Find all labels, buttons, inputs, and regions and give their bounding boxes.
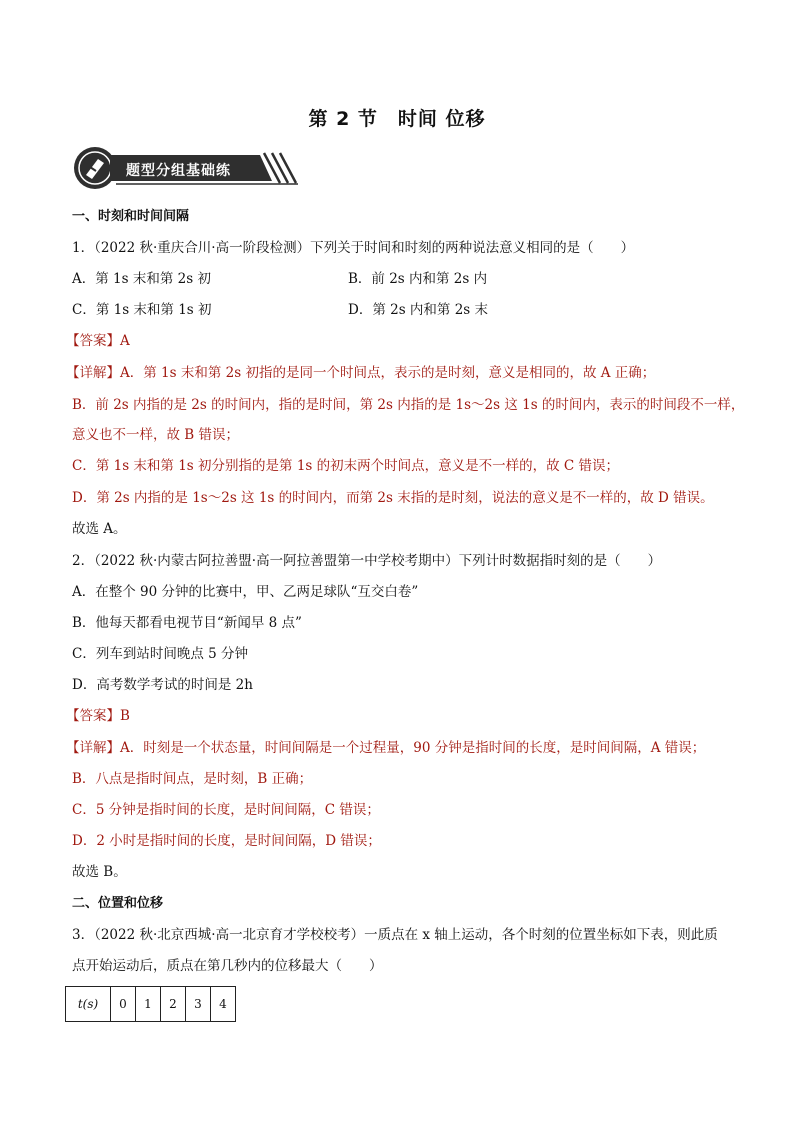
question-2-option-b: B．他每天都看电视节目“新闻早 8 点” [72,615,302,631]
question-2-conclusion: 故选 B。 [72,864,127,880]
table-header-cell: t(s) [66,987,111,1022]
question-3-stem-line: 点开始运动后，质点在第几秒内的位移最大（ ） [72,958,383,974]
table-row [66,987,236,1022]
position-table [65,986,236,1022]
section-heading-2: 二、位置和位移 [72,896,164,911]
question-1-stem: 1．（2022 秋·重庆合川·高一阶段检测）下列关于时间和时刻的两种说法意义相同的是（ ） [72,240,635,256]
question-2-detail-line: 【详解】A．时刻是一个状态量，时间间隔是一个过程量，90 分钟是指时间的长度，是时间间隔，A 错误； [66,740,706,756]
question-2-option-a: A．在整个 90 分钟的比赛中，甲、乙两足球队“互交白卷” [72,584,419,600]
question-2-detail-line: B．八点是指时间点，是时刻，B 正确； [72,771,313,787]
question-1-detail-line: D．第 2s 内指的是 1s～2s 这 1s 的时间内，而第 2s 末指的是时刻，说法的意义是不一样的，故 D 错误。 [72,490,714,506]
question-1-option-a: A．第 1s 末和第 2s 初 [72,271,211,287]
question-1-detail-line: B．前 2s 内指的是 2s 的时间内，指的是时间，第 2s 内指的是 1s～2s 这 1s 的时间内，表示的时间段不一样， [72,397,745,413]
question-1-detail-line: 意义也不一样，故 B 错误； [72,427,240,443]
banner-label: 题型分组基础练 [126,163,231,179]
question-2-detail-line: D．2 小时是指时间的长度，是时间间隔，D 错误； [72,833,381,849]
question-2-option-c: C．列车到站时间晚点 5 分钟 [72,646,249,662]
question-1-option-d: D．第 2s 内和第 2s 末 [348,302,489,318]
table-cell: 1 [136,987,161,1022]
table-cell: 4 [211,987,236,1022]
question-2-stem: 2．（2022 秋·内蒙古阿拉善盟·高一阿拉善盟第一中学校考期中）下列计时数据指时刻的是（ ） [72,553,662,569]
question-1-detail-line: 【详解】A．第 1s 末和第 2s 初指的是同一个时间点，表示的是时刻，意义是相同的，故 A 正确； [66,365,656,381]
question-3-stem-line: 3．（2022 秋·北京西城·高一北京育才学校校考）一质点在 x 轴上运动，各个时刻的位置坐标如下表，则此质 [72,927,718,943]
question-1-conclusion: 故选 A。 [72,521,127,537]
table-cell: 0 [111,987,136,1022]
table-cell: 2 [161,987,186,1022]
question-1-option-c: C．第 1s 末和第 1s 初 [72,302,212,318]
page-title: 第 2 节 时间 位移 [308,108,486,130]
question-1-detail-line: C．第 1s 末和第 1s 初分别指的是第 1s 的初末两个时间点，意义是不一样的，故 C 错误； [72,458,620,474]
question-1-answer: 【答案】A [66,333,130,349]
table-cell: 3 [186,987,211,1022]
question-1-option-b: B．前 2s 内和第 2s 内 [348,271,488,287]
question-2-option-d: D．高考数学考试的时间是 2h [72,677,253,693]
question-2-detail-line: C．5 分钟是指时间的长度，是时间间隔，C 错误； [72,802,380,818]
section-heading-1: 一、时刻和时间间隔 [72,209,190,224]
question-2-answer: 【答案】B [66,708,130,724]
